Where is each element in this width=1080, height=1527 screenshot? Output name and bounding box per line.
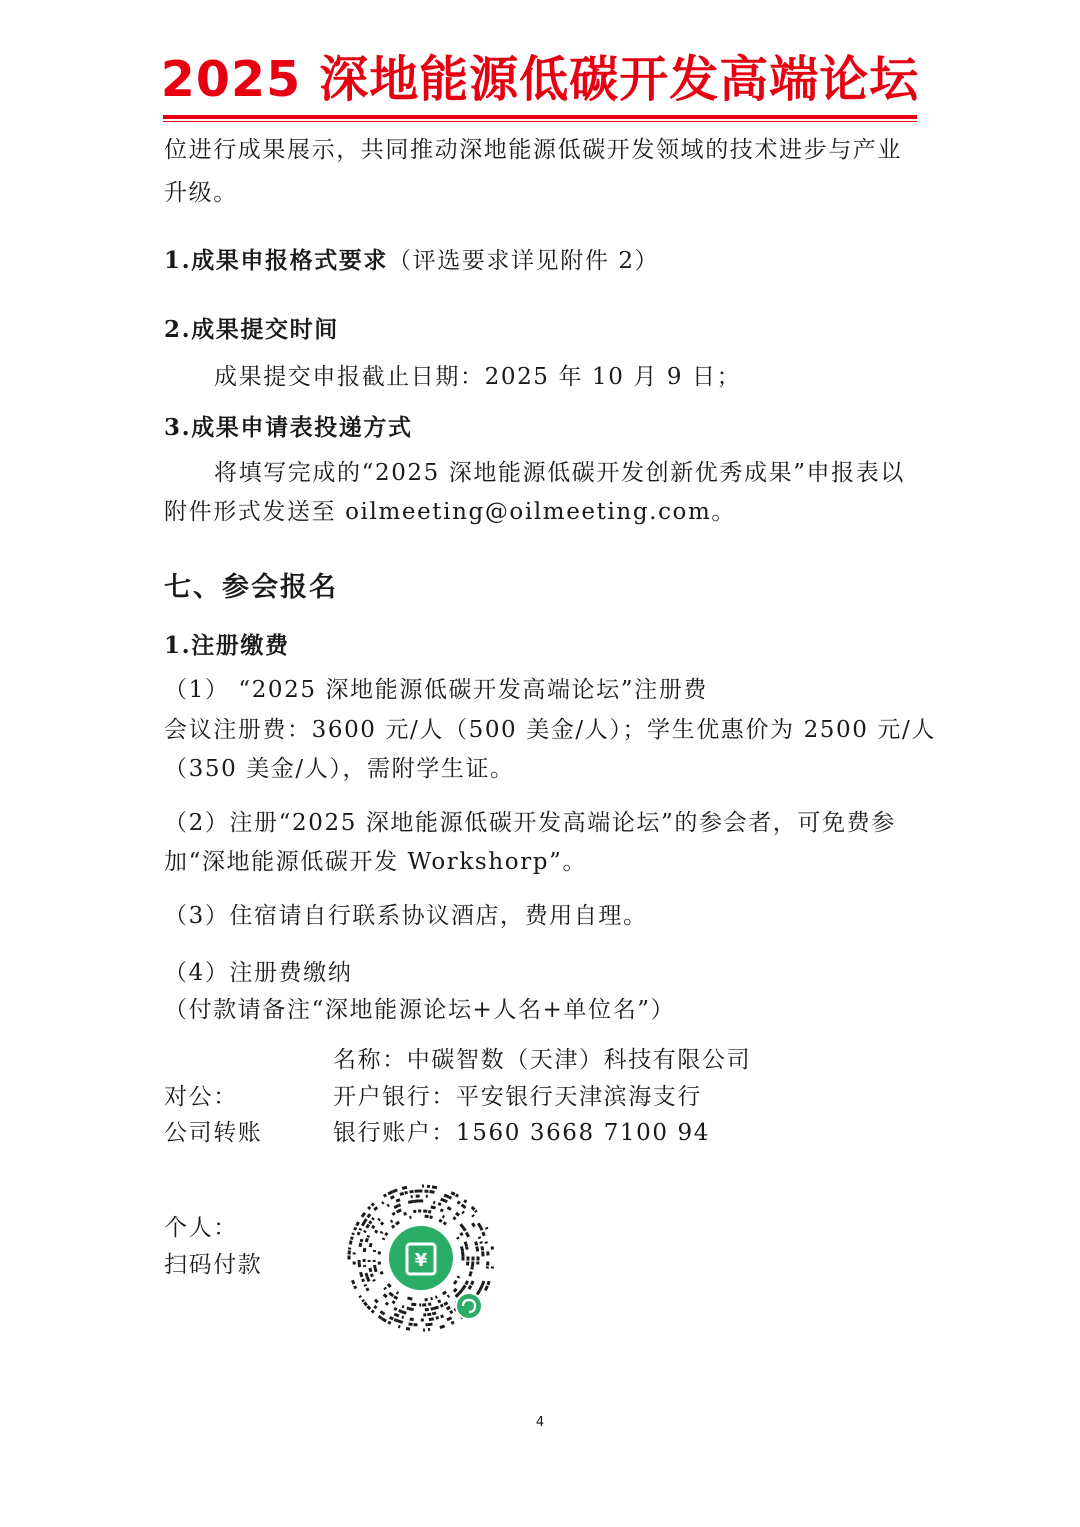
header-rule [163,115,917,119]
registration-fee-title: 1.注册缴费 [164,632,290,659]
fee-p1-line-3: （350 美金/人），需附学生证。 [164,756,515,782]
bank-name: 开户银行：平安银行天津滨海支行 [333,1084,702,1110]
corporate-label: 对公： [164,1084,238,1110]
header-title: 2025 深地能源低碳开发高端论坛 [160,51,920,108]
corporate-transfer-label: 公司转账 [164,1120,263,1146]
mini-program-icon [456,1293,482,1319]
fee-p1-line-1: （1） “2025 深地能源低碳开发高端论坛”注册费 [164,677,708,703]
company-name: 名称：中碳智数（天津）科技有限公司 [333,1047,752,1073]
bank-account: 银行账户：1560 3668 7100 94 [333,1120,710,1146]
qr-code-graphic [343,1180,499,1336]
item1-heading [164,243,659,279]
item1-title: 1.成果申报格式要求 [164,247,389,274]
header-rule-thin [163,121,917,122]
intro-line-2: 升级。 [164,180,238,206]
fee-p1-line-2: 会议注册费：3600 元/人（500 美金/人）；学生优惠价为 2500 元/人 [164,717,936,743]
payment-qr-code[interactable] [343,1180,499,1336]
section-7-title: 七、参会报名 [164,572,338,603]
page-number: 4 [535,1415,545,1430]
item2-text: 成果提交申报截止日期：2025 年 10 月 9 日； [214,364,742,390]
item2-title: 2.成果提交时间 [164,316,339,343]
item3-line-2: 附件形式发送至 oilmeeting@oilmeeting.com。 [164,499,737,525]
fee-p3: （3）住宿请自行联系协议酒店，费用自理。 [164,903,648,929]
scan-to-pay-label: 扫码付款 [164,1252,263,1278]
item3-title: 3.成果申请表投递方式 [164,414,413,441]
fee-p4-line-1: （4）注册费缴纳 [164,960,353,986]
fee-p2-line-2: 加“深地能源低碳开发 Workshorp”。 [164,849,588,875]
svg-text:¥: ¥ [414,1250,428,1271]
item1-note: （评选要求详见附件 2） [388,248,660,274]
intro-line-1: 位进行成果展示，共同推动深地能源低碳开发领域的技术进步与产业 [164,137,902,163]
fee-p4-line-2: （付款请备注“深地能源论坛+人名+单位名”） [164,997,676,1023]
fee-p2-line-1: （2）注册“2025 深地能源低碳开发高端论坛”的参会者，可免费参 [164,810,896,836]
personal-label: 个人： [164,1215,238,1241]
item3-line-1: 将填写完成的“2025 深地能源低碳开发创新优秀成果”申报表以 [214,460,905,486]
